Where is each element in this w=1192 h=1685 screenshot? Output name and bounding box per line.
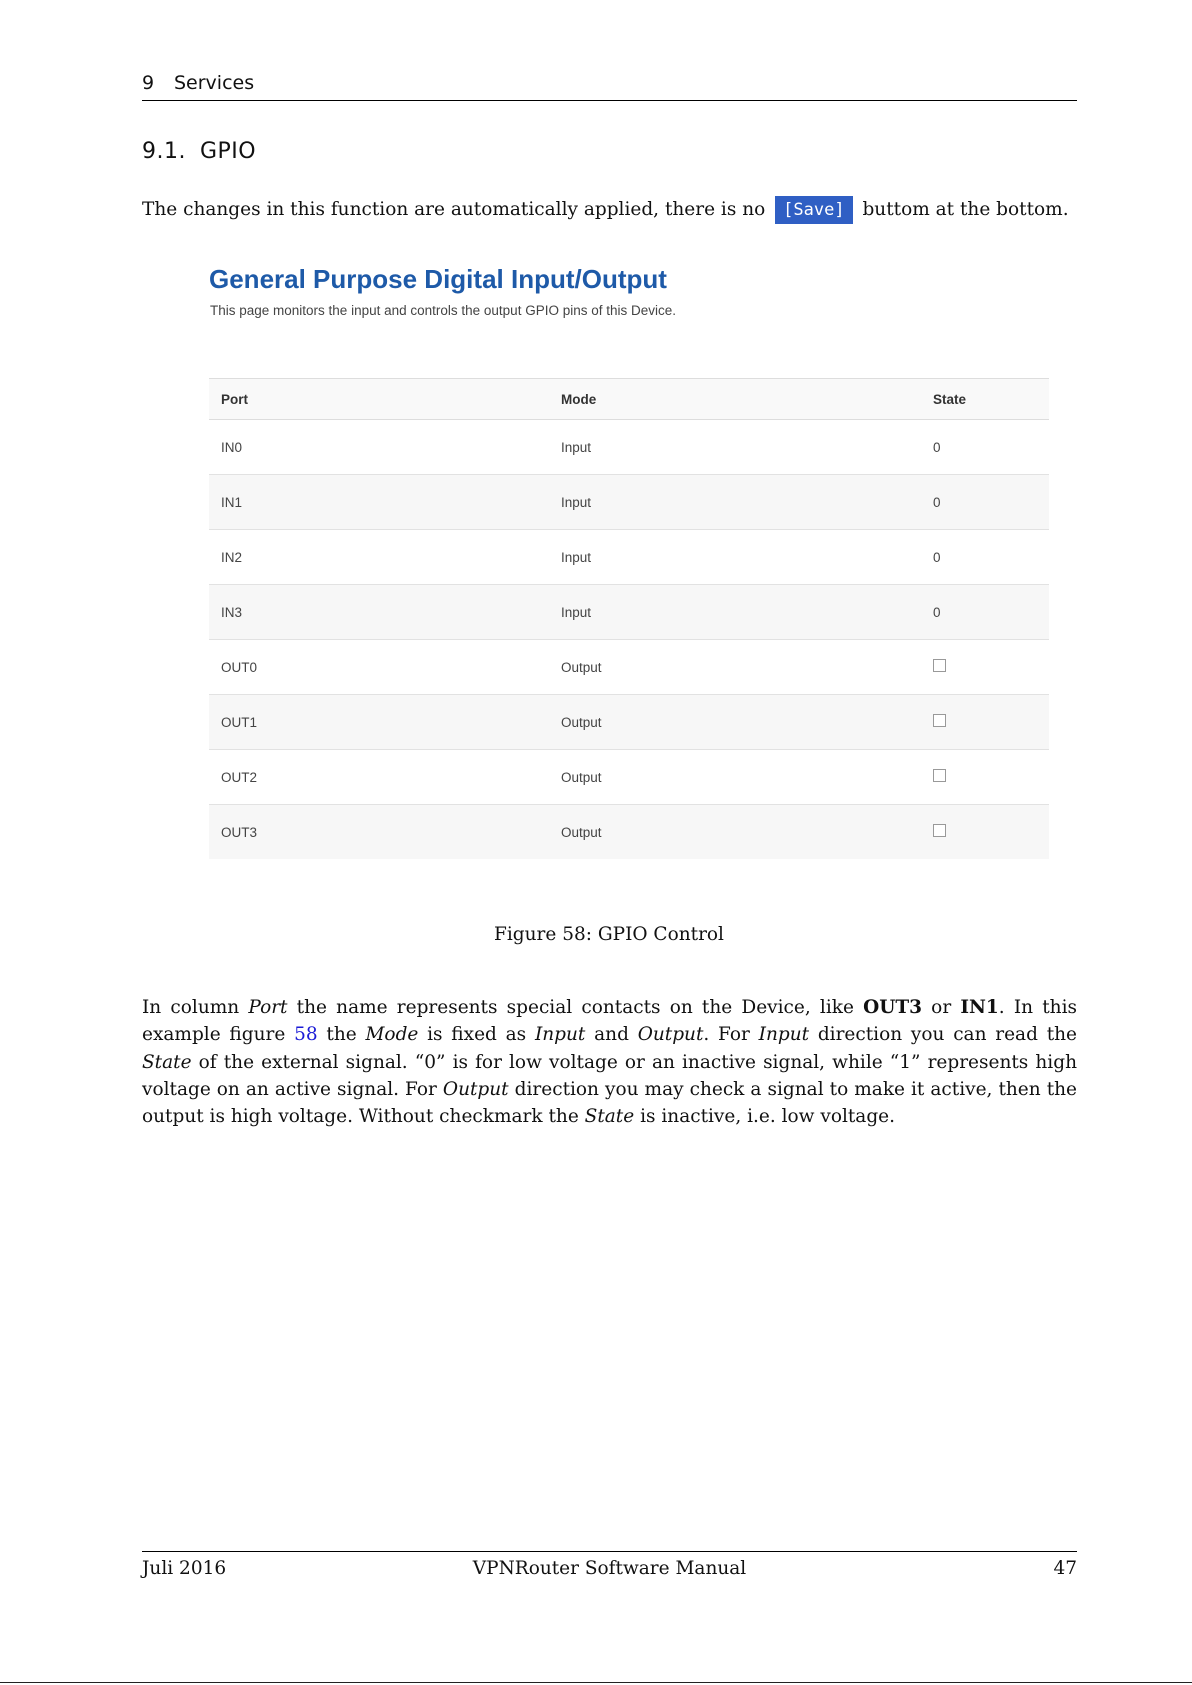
output-state-checkbox[interactable] [933,824,946,837]
column-header-mode: Mode [549,379,921,420]
gpio-table [209,378,1049,859]
port-cell: OUT0 [209,640,549,695]
port-cell: IN2 [209,530,549,585]
intro-text-before: The changes in this function are automatically applied, there is no [142,199,766,220]
port-cell: OUT3 [209,805,549,860]
state-cell: 0 [921,585,1049,640]
body-paragraph: In column Port the name represents special contacts on the Device, like OUT3 or IN1. In this example figure 58 the Mode is fixed as Input and Output. For Input direction you can read the State of the external signal. “0” is for low voltage or an inactive signal, while “1” represents high voltage on an active signal. For Output direction you may check a signal to make it active, then the output is high voltage. Without checkmark the State is inactive, i.e. low voltage. [142,997,1078,1128]
footer-title: VPNRouter Software Manual [472,1558,747,1579]
table-row [209,530,1049,585]
intro-text-after: buttom at the bottom. [862,199,1069,220]
port-cell: IN1 [209,475,549,530]
chapter-title: Services [174,72,255,94]
mode-cell: Input [549,475,921,530]
running-header [142,70,1077,101]
column-header-port: Port [209,379,549,420]
page-number: 47 [1053,1558,1077,1579]
output-state-checkbox[interactable] [933,659,946,672]
table-row [209,585,1049,640]
mode-cell: Input [549,420,921,475]
mode-cell: Output [549,805,921,860]
gpio-page-subtitle: This page monitors the input and controls the output GPIO pins of this Device. [210,303,677,318]
table-row [209,695,1049,750]
footer-rule [142,1551,1077,1552]
mode-cell: Input [549,585,921,640]
save-button-reference: [Save] [775,196,852,224]
mode-cell: Output [549,640,921,695]
mode-cell: Output [549,695,921,750]
section-number: 9.1. [142,139,186,164]
gpio-screenshot-figure [209,258,1049,868]
table-row [209,750,1049,805]
state-cell: 0 [921,420,1049,475]
output-state-checkbox[interactable] [933,769,946,782]
mode-cell: Input [549,530,921,585]
state-cell: 0 [921,530,1049,585]
page-edge-rule [0,1682,1192,1683]
table-row [209,805,1049,860]
state-cell [921,805,1049,860]
footer-date: Juli 2016 [142,1558,227,1579]
mode-cell: Output [549,750,921,805]
port-cell: IN0 [209,420,549,475]
state-cell [921,640,1049,695]
intro-paragraph [142,196,1069,224]
chapter-number: 9 [142,72,155,94]
table-row [209,640,1049,695]
table-header-row [209,379,1049,420]
port-cell: IN3 [209,585,549,640]
table-row [209,475,1049,530]
output-state-checkbox[interactable] [933,714,946,727]
state-cell: 0 [921,475,1049,530]
port-cell: OUT1 [209,695,549,750]
section-title: GPIO [199,139,257,164]
state-cell [921,695,1049,750]
gpio-page-title: General Purpose Digital Input/Output [209,264,667,294]
figure-reference-link[interactable]: 58 [294,1024,318,1046]
port-cell: OUT2 [209,750,549,805]
state-cell [921,750,1049,805]
section-heading [142,139,256,164]
column-header-state: State [921,379,1049,420]
figure-caption: Figure 58: GPIO Control [494,924,724,945]
table-row [209,420,1049,475]
